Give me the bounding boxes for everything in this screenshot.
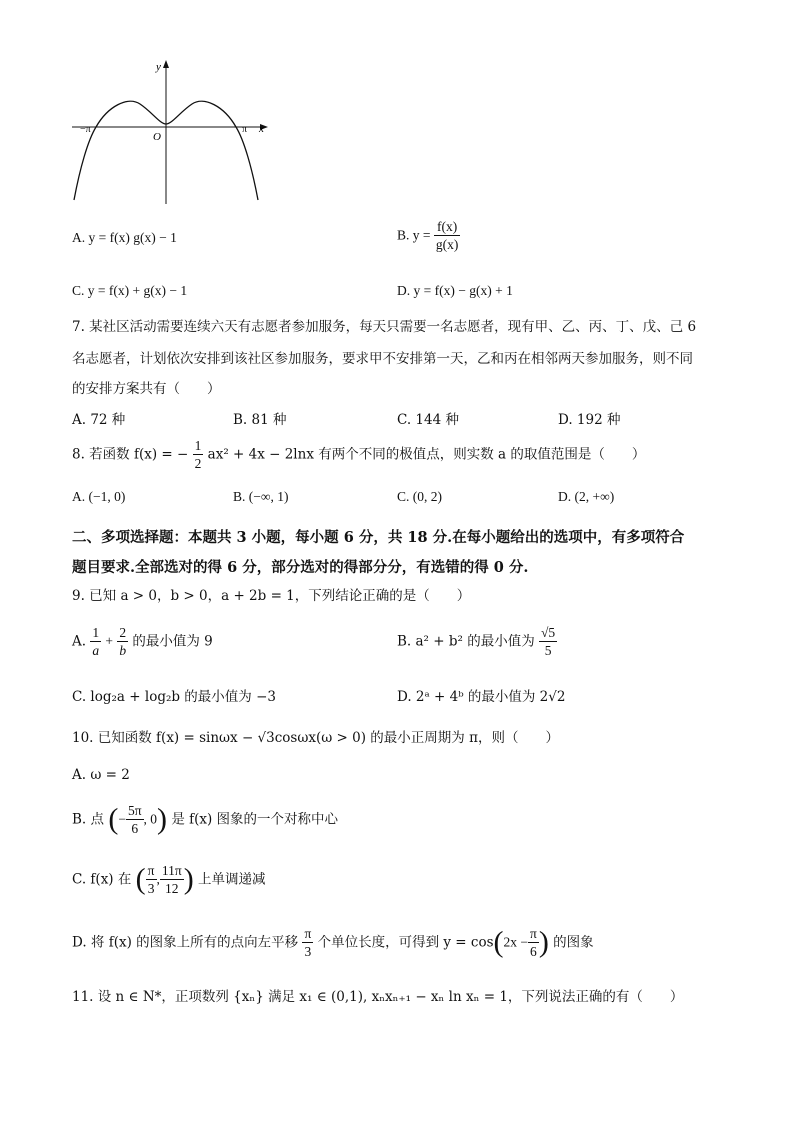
q10-option-b-label: B. 点 — [72, 811, 105, 828]
q9-option-a-frac2 — [117, 624, 128, 659]
section2-heading-line1: 二、多项选择题：本题共 3 小题，每小题 6 分，共 18 分.在每小题给出的选项中，有多项符合 — [72, 529, 685, 546]
q9-option-b — [397, 624, 557, 659]
q9-stem: 9. 已知 a > 0，b > 0，a + 2b = 1，下列结论正确的是（ ） — [72, 588, 471, 604]
q6-option-b — [397, 218, 460, 253]
q7-option-c: C. 144 种 — [397, 412, 459, 428]
q7-stem-line1: 7. 某社区活动需要连续六天有志愿者参加服务，每天只需要一名志愿者，现有甲、乙、丙、丁、戊、己 6 — [72, 319, 697, 335]
q6-option-b-numerator: f(x) — [434, 218, 461, 236]
q8-stem — [72, 437, 645, 472]
q9-a-plus: + — [105, 633, 114, 649]
q11-stem: 11. 设 n ∈ N*，正项数列 {xₙ} 满足 x₁ ∈ (0,1), xₙxₙ₊₁ − xₙ ln xₙ = 1，下列说法正确的有（ ） — [72, 989, 684, 1005]
q10-c-frac2 — [160, 862, 184, 897]
q10-c-frac1 — [146, 862, 157, 897]
q10-c-frac2-den: 12 — [165, 881, 179, 896]
q10-option-c-text: 上单调递减 — [198, 871, 266, 888]
q8-stem-pre: 8. 若函数 f(x) = − — [72, 446, 189, 463]
q9-b-num: √5 — [541, 625, 556, 640]
q8-option-c: C. (0, 2) — [397, 489, 442, 504]
q10-b-num: 5π — [127, 803, 142, 818]
q10-d-frac2 — [528, 925, 539, 960]
q9-option-b-text: B. a² + b² 的最小值为 — [397, 633, 535, 650]
neg-pi-label: −π — [80, 124, 91, 135]
q6-option-c: C. y = f(x) + g(x) − 1 — [72, 283, 188, 298]
q7-option-b: B. 81 种 — [233, 412, 287, 428]
q10-d-frac2-den: 6 — [530, 944, 537, 959]
q9-a-frac1-den: a — [92, 643, 100, 658]
q10-b-zero: , 0 — [143, 811, 158, 827]
q6-option-b-denominator: g(x) — [435, 237, 459, 252]
q10-d-frac1 — [302, 925, 313, 960]
q10-c-frac1-num: π — [147, 863, 155, 878]
q10-option-d-text1: D. 将 f(x) 的图象上所有的点向左平移 — [72, 934, 299, 951]
q9-b-den: 5 — [544, 643, 552, 658]
q9-option-a-frac1 — [90, 624, 101, 659]
q6-option-b-label: B. y = — [397, 227, 431, 243]
q9-option-a-text: 的最小值为 9 — [132, 633, 213, 650]
q7-stem-line3: 的安排方案共有（ ） — [72, 381, 221, 397]
q6-option-a: A. y = f(x) g(x) − 1 — [72, 230, 177, 245]
q7-option-d: D. 192 种 — [558, 412, 621, 428]
function-graph — [68, 58, 278, 208]
q9-option-a-label: A. — [72, 633, 87, 650]
q8-frac-num: 1 — [194, 438, 202, 453]
q10-option-d — [72, 925, 594, 960]
q10-b-fraction — [126, 802, 144, 837]
origin-label: O — [153, 131, 161, 143]
q6-option-d: D. y = f(x) − g(x) + 1 — [397, 283, 513, 298]
x-axis-label: x — [259, 123, 264, 135]
q7-stem-line2: 名志愿者，计划依次安排到该社区参加服务，要求甲不安排第一天，乙和丙在相邻两天参加服务，则不同 — [72, 351, 693, 367]
q10-option-c — [72, 862, 266, 897]
q8-frac-den: 2 — [194, 456, 202, 471]
q10-d-frac1-num: π — [304, 926, 312, 941]
q10-d-inner: 2x − — [503, 934, 529, 950]
y-axis-label: y — [156, 61, 161, 73]
q8-option-b: B. (−∞, 1) — [233, 489, 289, 504]
q10-stem: 10. 已知函数 f(x) = sinωx − √3cosωx(ω > 0) 的最小正周期为 π，则（ ） — [72, 730, 559, 746]
pi-label: π — [242, 124, 248, 135]
q8-stem-post: ax² + 4x − 2lnx 有两个不同的极值点，则实数 a 的取值范围是（ ） — [207, 446, 646, 463]
section2-heading-line2: 题目要求.全部选对的得 6 分，部分选对的得部分分，有选错的得 0 分. — [72, 559, 529, 576]
q10-option-c-label: C. f(x) 在 — [72, 871, 132, 888]
q9-a-frac2-den: b — [119, 643, 127, 658]
q10-option-a: A. ω = 2 — [72, 767, 130, 783]
q10-b-den: 6 — [131, 821, 139, 836]
q10-c-frac2-num: 11π — [161, 863, 182, 878]
q9-option-a — [72, 624, 213, 659]
q9-a-frac2-num: 2 — [119, 625, 127, 640]
q10-b-right-paren: ) — [157, 802, 168, 836]
q10-option-b — [72, 802, 338, 837]
q10-option-d-text3: 的图象 — [553, 934, 594, 951]
q10-b-left-paren: ( — [108, 802, 119, 836]
q10-c-comma: , — [156, 871, 160, 887]
q9-option-d: D. 2ᵃ + 4ᵇ 的最小值为 2√2 — [397, 689, 566, 705]
q10-d-left-paren: ( — [493, 925, 504, 959]
y-axis-arrow — [163, 60, 169, 68]
q9-a-frac1-num: 1 — [92, 625, 100, 640]
q6-option-b-fraction — [434, 218, 461, 253]
q8-option-d: D. (2, +∞) — [558, 489, 615, 504]
q10-c-right-paren: ) — [183, 862, 194, 896]
q7-option-a: A. 72 种 — [72, 412, 126, 428]
q9-option-b-fraction — [539, 624, 557, 659]
q10-d-frac1-den: 3 — [304, 944, 312, 959]
q8-fraction — [193, 437, 204, 472]
q10-option-b-text: 是 f(x) 图象的一个对称中心 — [171, 811, 339, 828]
q10-c-frac1-den: 3 — [147, 881, 155, 896]
q10-d-frac2-num: π — [530, 926, 537, 941]
q10-b-minus: − — [118, 811, 126, 827]
q9-option-c: C. log₂a + log₂b 的最小值为 −3 — [72, 689, 276, 705]
q10-d-right-paren: ) — [538, 925, 549, 959]
q10-option-d-text2: 个单位长度，可得到 y = cos — [317, 934, 494, 951]
q8-option-a: A. (−1, 0) — [72, 489, 126, 504]
q10-c-left-paren: ( — [135, 862, 146, 896]
